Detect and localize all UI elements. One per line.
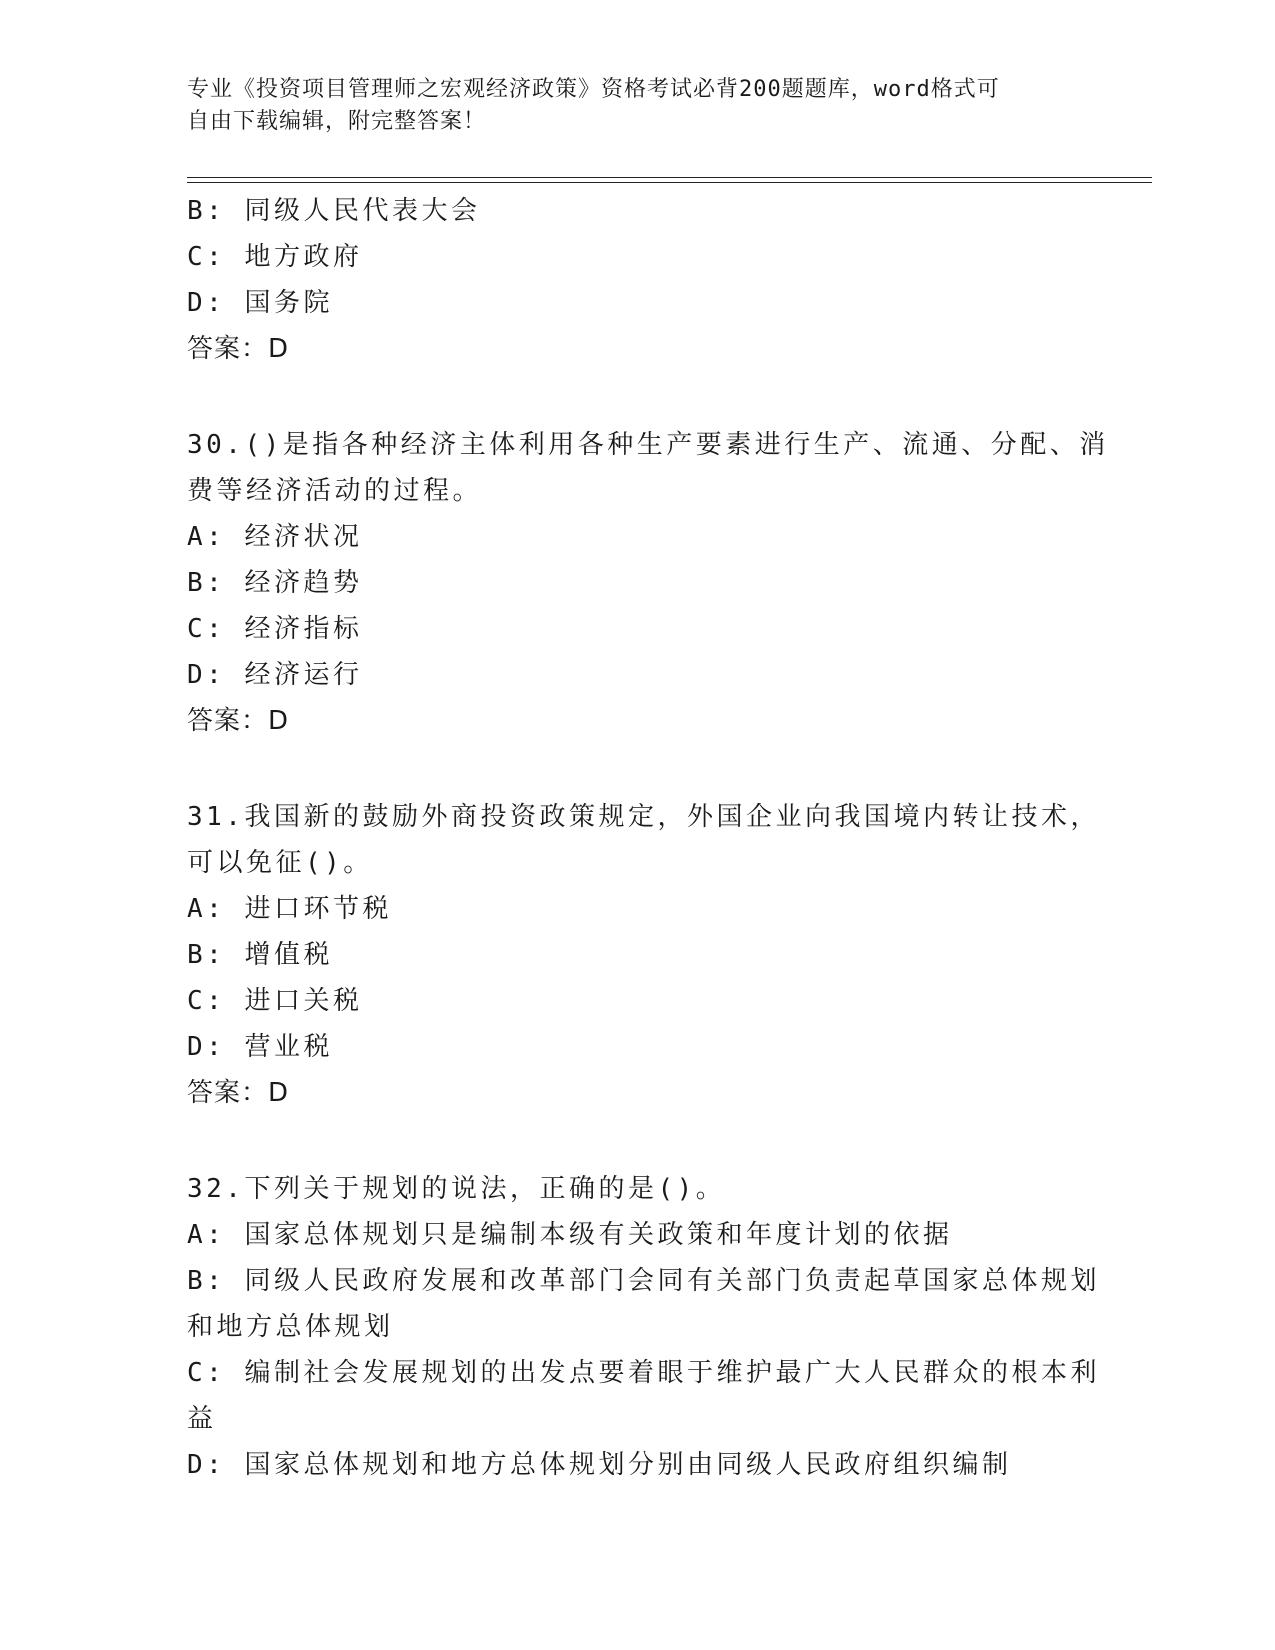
option-c: C: 经济指标 bbox=[187, 614, 363, 644]
option-c: C: 进口关税 bbox=[187, 986, 363, 1016]
option-d: D: 国家总体规划和地方总体规划分别由同级人民政府组织编制 bbox=[187, 1450, 1012, 1480]
option-a: A: 进口环节税 bbox=[187, 894, 392, 924]
option-b-line-2: 和地方总体规划 bbox=[187, 1312, 394, 1342]
header-line-1: 专业《投资项目管理师之宏观经济政策》资格考试必背200题题库，word格式可 bbox=[187, 77, 1000, 102]
question-stem-line-1: 30.()是指各种经济主体利用各种生产要素进行生产、流通、分配、消 bbox=[187, 430, 1109, 460]
answer: 答案：D bbox=[187, 334, 290, 364]
question-stem-line-1: 31.我国新的鼓励外商投资政策规定，外国企业向我国境内转让技术， bbox=[187, 802, 1100, 832]
header-rule-bottom bbox=[187, 182, 1152, 183]
option-d: D: 经济运行 bbox=[187, 660, 363, 690]
question-stem-line-2: 可以免征()。 bbox=[187, 848, 373, 878]
option-b: B: 增值税 bbox=[187, 940, 333, 970]
option-a: A: 经济状况 bbox=[187, 522, 363, 552]
question-stem-line-2: 费等经济活动的过程。 bbox=[187, 476, 483, 506]
option-c-line-1: C: 编制社会发展规划的出发点要着眼于维护最广大人民群众的根本利 bbox=[187, 1358, 1100, 1388]
option-c-line-2: 益 bbox=[187, 1404, 217, 1434]
question-32 bbox=[187, 1166, 1100, 1488]
question-stem: 32.下列关于规划的说法，正确的是()。 bbox=[187, 1174, 726, 1204]
option-a: A: 国家总体规划只是编制本级有关政策和年度计划的依据 bbox=[187, 1220, 953, 1250]
option-d: D: 营业税 bbox=[187, 1032, 333, 1062]
option-c: C: 地方政府 bbox=[187, 242, 363, 272]
document-body bbox=[187, 188, 1109, 1488]
option-d: D: 国务院 bbox=[187, 288, 333, 318]
answer: 答案：D bbox=[187, 706, 290, 736]
question-29 bbox=[187, 188, 1087, 372]
header-line-2: 自由下载编辑，附完整答案！ bbox=[187, 109, 487, 134]
header-rule-top bbox=[187, 177, 1152, 178]
document-header bbox=[187, 74, 1067, 138]
question-31 bbox=[187, 794, 1100, 1116]
question-30 bbox=[187, 422, 1109, 744]
option-b: B: 同级人民代表大会 bbox=[187, 196, 481, 226]
option-b: B: 经济趋势 bbox=[187, 568, 363, 598]
option-b-line-1: B: 同级人民政府发展和改革部门会同有关部门负责起草国家总体规划 bbox=[187, 1266, 1100, 1296]
answer: 答案：D bbox=[187, 1078, 290, 1108]
